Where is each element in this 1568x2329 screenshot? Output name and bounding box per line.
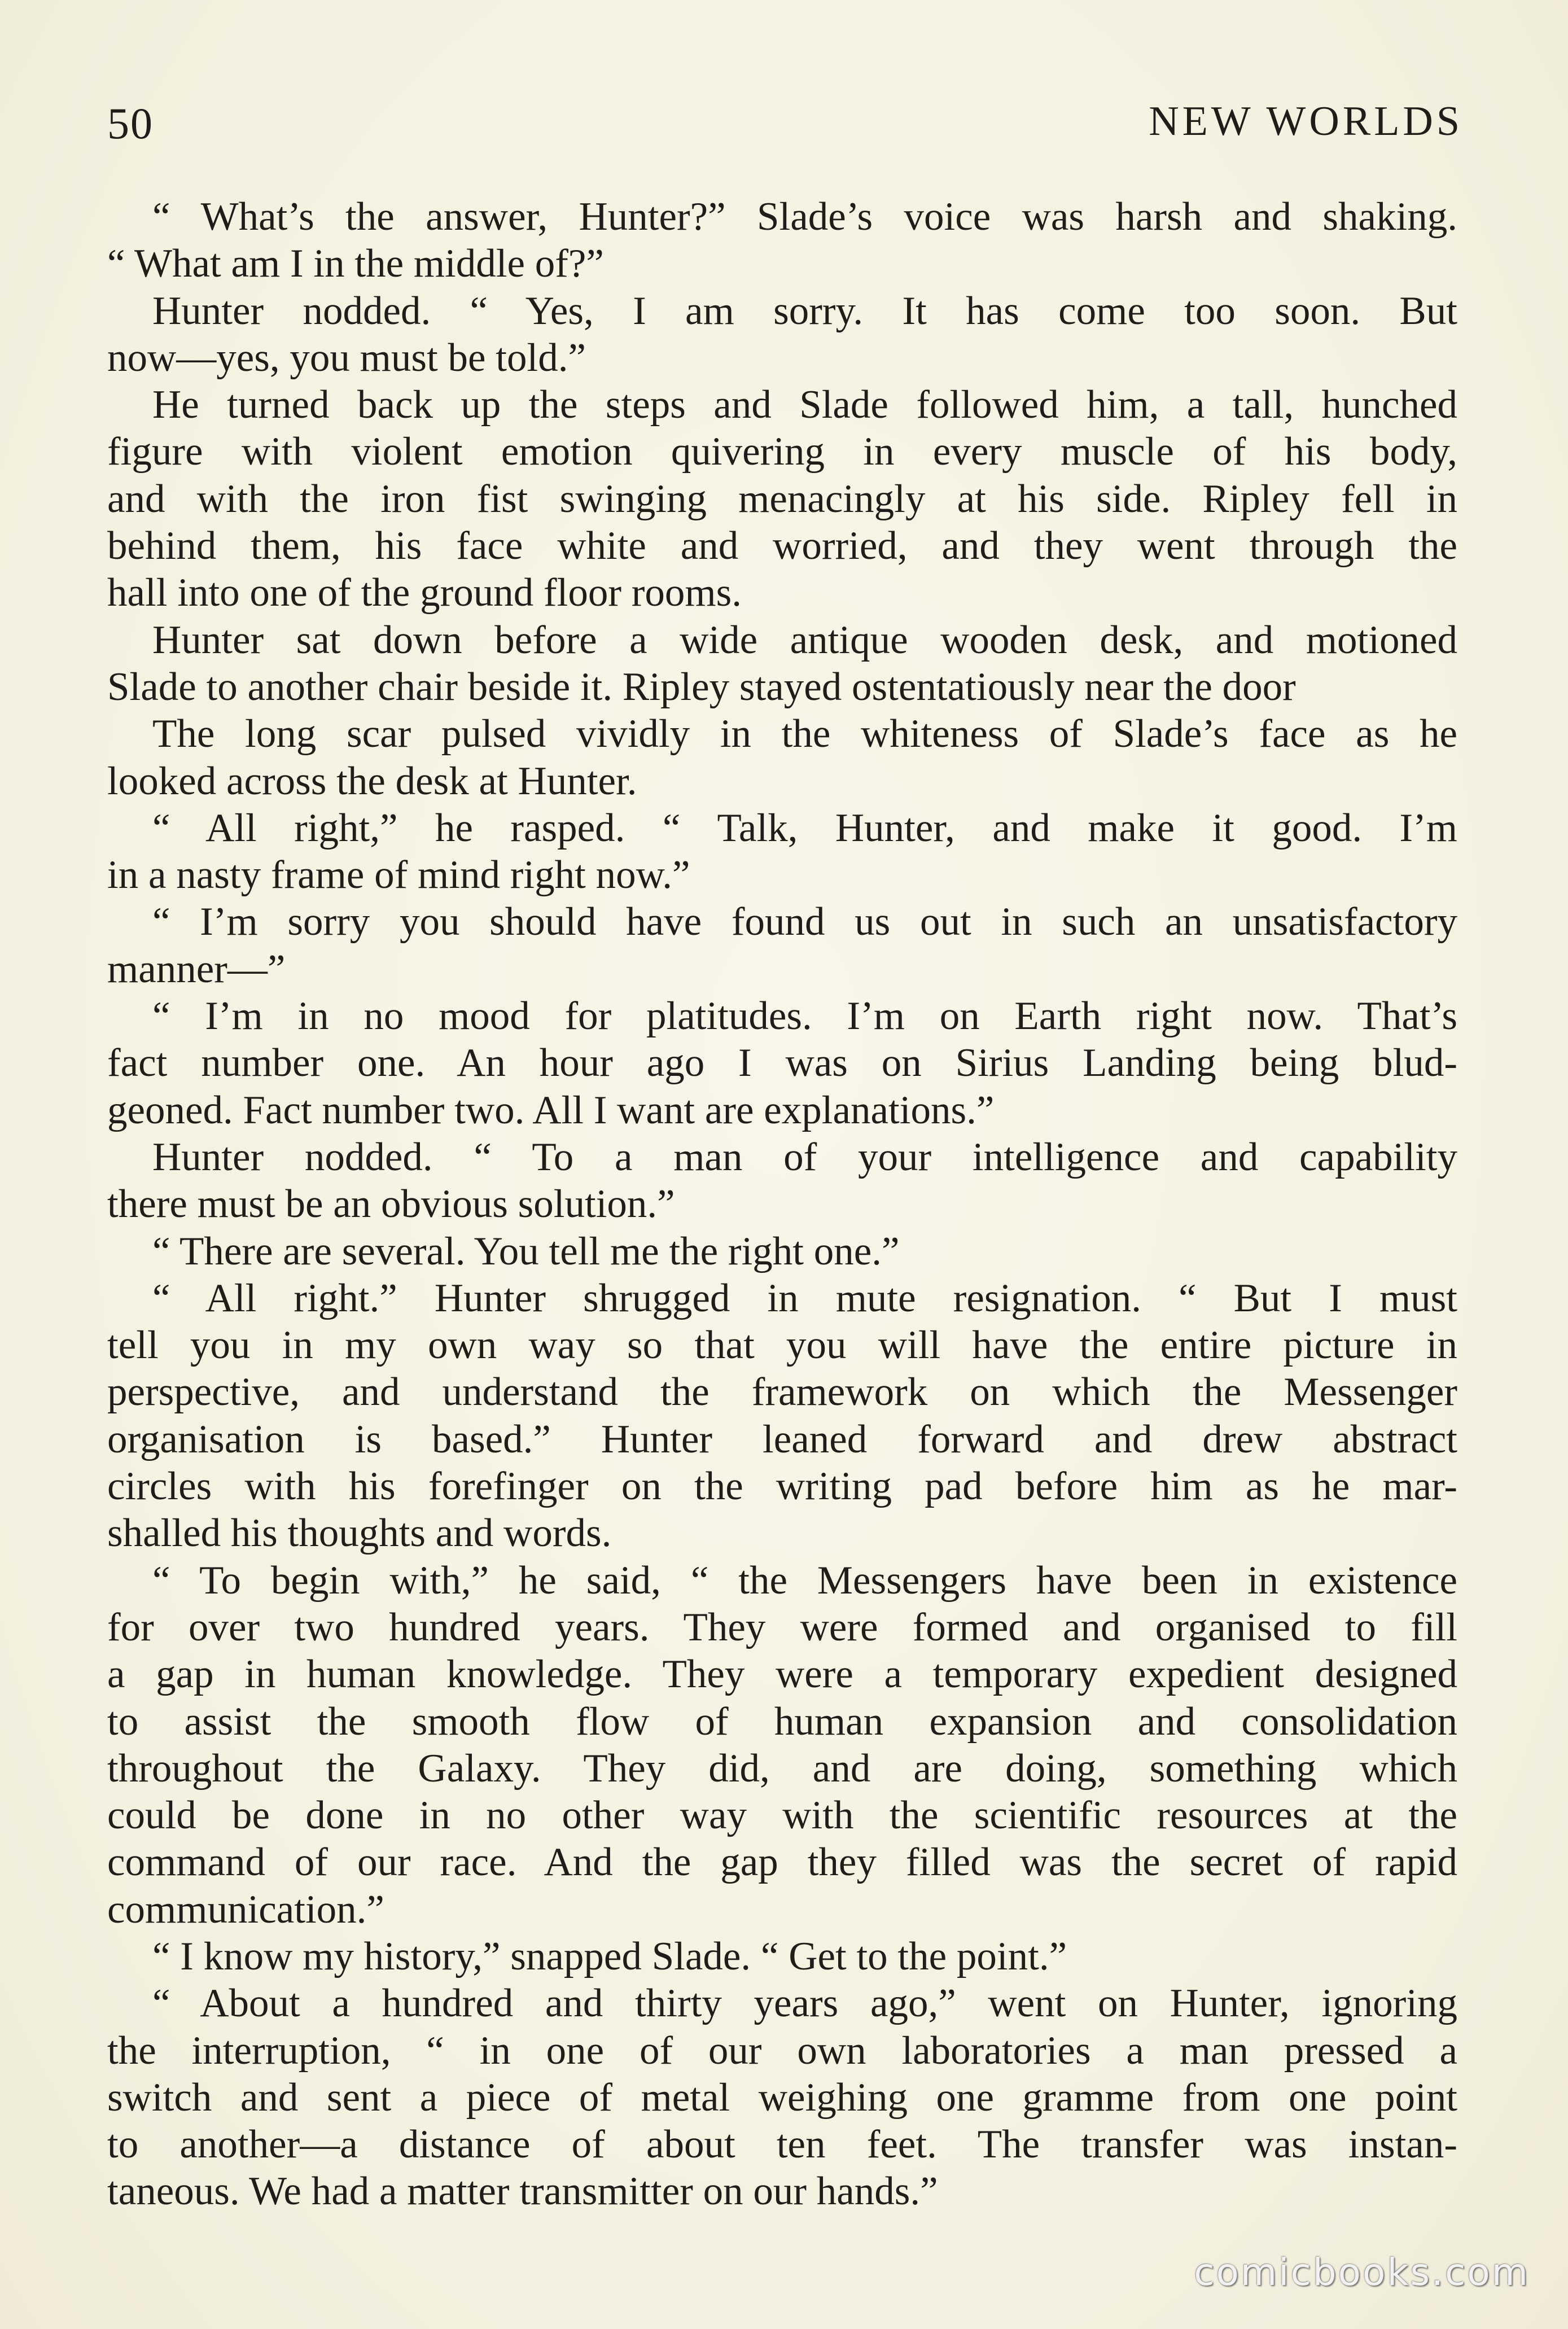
text-line: “ I know my history,” snapped Slade. “ Get to the point.” <box>152 1934 1067 1978</box>
text-line: tell you in my own way so that you will have the entire picture in <box>107 1323 1457 1368</box>
text-line: perspective, and understand the framework on which the Messenger <box>107 1370 1457 1415</box>
text-line: shalled his thoughts and words. <box>107 1511 612 1556</box>
text-line: “ About a hundred and thirty years ago,” went on Hunter, ignoring <box>152 1981 1457 2026</box>
text-line: organisation is based.” Hunter leaned forward and drew abstract <box>107 1417 1457 1461</box>
text-line: switch and sent a piece of metal weighing one gramme from one point <box>107 2075 1457 2120</box>
paragraph <box>107 711 1457 805</box>
text-line: “ What’s the answer, Hunter?” Slade’s voice was harsh and shaking. <box>152 195 1457 239</box>
running-title: NEW WORLDS <box>1149 98 1463 145</box>
text-line: looked across the desk at Hunter. <box>107 759 637 803</box>
text-line: throughout the Galaxy. They did, and are doing, something which <box>107 1746 1457 1790</box>
paragraph <box>107 1228 1457 1275</box>
text-line: fact number one. An hour ago I was on Sirius Landing being blud- <box>107 1041 1457 1085</box>
text-line: “ There are several. You tell me the right one.” <box>152 1229 900 1273</box>
text-line: taneous. We had a matter transmitter on our hands.” <box>107 2169 938 2214</box>
paragraph <box>107 1557 1457 1933</box>
paragraph <box>107 993 1457 1134</box>
body-text <box>107 194 1457 2216</box>
text-line: a gap in human knowledge. They were a temporary expedient designed <box>107 1652 1457 1697</box>
text-line: Hunter sat down before a wide antique wooden desk, and motioned <box>152 618 1457 662</box>
text-line: Hunter nodded. “ To a man of your intelligence and capability <box>152 1135 1457 1179</box>
text-line: command of our race. And the gap they filled was the secret of rapid <box>107 1840 1457 1885</box>
text-line: for over two hundred years. They were formed and organised to fill <box>107 1605 1457 1649</box>
paragraph <box>107 805 1457 899</box>
text-line: could be done in no other way with the scientific resources at the <box>107 1793 1457 1838</box>
text-line: figure with violent emotion quivering in every muscle of his body, <box>107 430 1457 474</box>
text-line: and with the iron fist swinging menacingly at his side. Ripley fell in <box>107 476 1457 521</box>
text-line: to another—a distance of about ten feet. The transfer was instan- <box>107 2122 1457 2167</box>
paragraph <box>107 194 1457 288</box>
paragraph <box>107 617 1457 711</box>
text-line: “ To begin with,” he said, “ the Messengers have been in existence <box>152 1558 1457 1603</box>
paragraph <box>107 1275 1457 1557</box>
text-line: the interruption, “ in one of our own laboratories a man pressed a <box>107 2028 1457 2073</box>
text-line: “ I’m in no mood for platitudes. I’m on Earth right now. That’s <box>152 994 1457 1039</box>
paragraph <box>107 1980 1457 2215</box>
text-line: He turned back up the steps and Slade followed him, a tall, hunched <box>152 383 1457 427</box>
text-line: behind them, his face white and worried, and they went through the <box>107 524 1457 568</box>
page-number: 50 <box>107 99 154 148</box>
text-line: hall into one of the ground floor rooms. <box>107 571 742 615</box>
paragraph <box>107 1933 1457 1980</box>
text-line: there must be an obvious solution.” <box>107 1182 675 1227</box>
text-line: circles with his forefinger on the writing pad before him as he mar- <box>107 1464 1457 1509</box>
paragraph <box>107 382 1457 616</box>
paragraph <box>107 1134 1457 1228</box>
text-line: manner—” <box>107 947 286 991</box>
text-line: geoned. Fact number two. All I want are explanations.” <box>107 1088 995 1132</box>
watermark: comicbooks.com <box>1194 2251 1530 2294</box>
paragraph <box>107 899 1457 993</box>
text-line: to assist the smooth flow of human expansion and consolidation <box>107 1699 1457 1744</box>
text-line: “ I’m sorry you should have found us out in such an unsatisfactory <box>152 900 1457 944</box>
text-line: Slade to another chair beside it. Ripley stayed ostentatiously near the door <box>107 664 1296 709</box>
text-line: “ What am I in the middle of?” <box>107 242 604 286</box>
text-line: The long scar pulsed vividly in the whiteness of Slade’s face as he <box>152 712 1457 756</box>
text-line: now—yes, you must be told.” <box>107 335 586 380</box>
paragraph <box>107 288 1457 382</box>
text-line: in a nasty frame of mind right now.” <box>107 853 690 898</box>
text-line: “ All right.” Hunter shrugged in mute resignation. “ But I must <box>152 1276 1457 1320</box>
text-line: Hunter nodded. “ Yes, I am sorry. It has come too soon. But <box>152 288 1457 333</box>
text-line: “ All right,” he rasped. “ Talk, Hunter, and make it good. I’m <box>152 805 1457 850</box>
text-line: communication.” <box>107 1887 384 1932</box>
